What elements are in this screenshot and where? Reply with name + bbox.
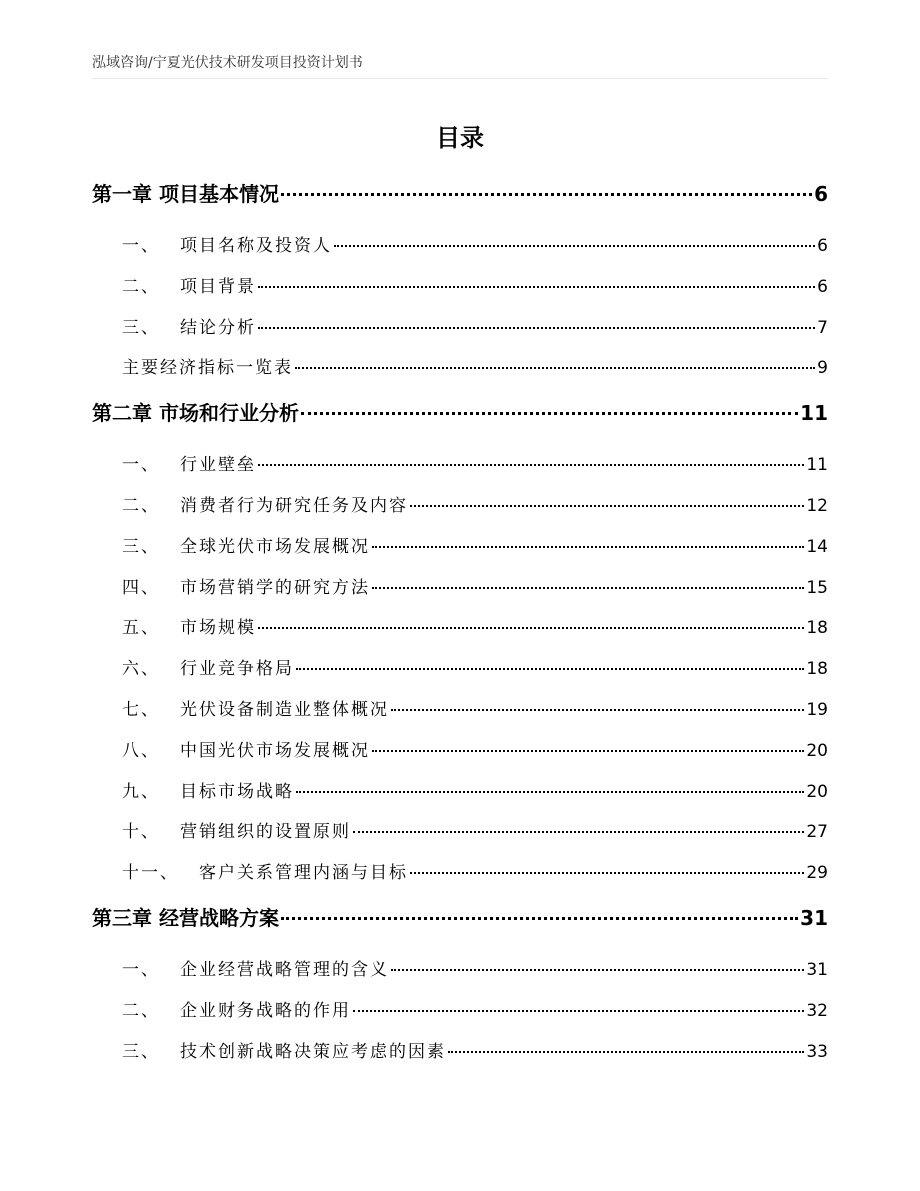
page-number: 20 — [806, 740, 828, 761]
chapter-label: 第三章 经营战略方案 — [92, 905, 279, 930]
toc-section-entry[interactable] — [92, 573, 828, 614]
page-number: 19 — [806, 699, 828, 720]
toc-chapter-entry[interactable] — [92, 178, 828, 218]
dot-leader — [372, 750, 804, 752]
section-title: 全球光伏市场发展概况 — [180, 536, 370, 557]
section-number: 七、 — [122, 699, 160, 720]
section-label — [92, 695, 389, 720]
toc-section-entry[interactable] — [92, 996, 828, 1037]
dot-leader — [372, 546, 804, 548]
dot-leader — [410, 872, 804, 874]
page-number: 11 — [806, 455, 828, 476]
section-number: 三、 — [122, 536, 160, 557]
section-title: 项目名称及投资人 — [180, 236, 332, 256]
section-number: 一、 — [122, 236, 160, 256]
toc-section-entry[interactable] — [92, 858, 828, 899]
header-rule — [92, 78, 828, 79]
toc-title: 目录 — [436, 124, 484, 152]
section-label — [92, 777, 294, 802]
section-label — [92, 996, 351, 1021]
section-number: 二、 — [122, 495, 160, 516]
toc-section-entry[interactable] — [92, 736, 828, 777]
section-label — [92, 532, 370, 557]
toc-section-entry[interactable] — [92, 777, 828, 818]
section-number: 六、 — [122, 659, 160, 680]
entry-title: 主要经济指标一览表 — [122, 358, 293, 379]
dot-leader — [281, 917, 798, 920]
section-label — [92, 817, 351, 842]
section-title: 目标市场战略 — [180, 781, 294, 802]
dot-leader — [410, 505, 804, 507]
section-number: 二、 — [122, 276, 160, 297]
toc-section-entry[interactable] — [92, 313, 828, 354]
toc-section-entry[interactable] — [92, 491, 828, 532]
section-label — [92, 573, 370, 598]
section-number: 一、 — [122, 455, 160, 476]
toc-section-entry[interactable] — [92, 532, 828, 573]
section-number: 三、 — [122, 317, 160, 338]
section-label — [92, 955, 389, 980]
dot-leader — [372, 587, 804, 589]
section-number: 二、 — [122, 1000, 160, 1021]
page-number: 32 — [806, 1000, 828, 1021]
section-title: 企业财务战略的作用 — [180, 1000, 351, 1021]
dot-leader — [296, 668, 804, 670]
section-title: 中国光伏市场发展概况 — [180, 740, 370, 761]
toc-section-entry[interactable] — [92, 450, 828, 491]
chapter-label: 第一章 项目基本情况 — [92, 182, 279, 206]
toc-chapter-entry[interactable] — [92, 397, 828, 437]
toc-section-entry[interactable] — [92, 613, 828, 654]
toc-section-entry[interactable] — [92, 817, 828, 858]
section-label — [92, 736, 370, 761]
section-number: 一、 — [122, 959, 160, 980]
page-number: 20 — [806, 781, 828, 802]
section-title: 企业经营战略管理的含义 — [180, 959, 389, 980]
page-number: 33 — [806, 1041, 828, 1062]
section-title: 营销组织的设置原则 — [180, 822, 351, 843]
page-number: 18 — [806, 618, 828, 639]
toc-plain-entry[interactable] — [92, 353, 828, 394]
section-title: 光伏设备制造业整体概况 — [180, 699, 389, 720]
section-label — [92, 272, 256, 297]
section-title: 行业壁垒 — [180, 455, 256, 476]
dot-leader — [296, 791, 804, 793]
dot-leader — [258, 464, 804, 466]
toc-section-entry[interactable] — [92, 272, 828, 313]
table-of-contents — [92, 175, 828, 1077]
section-label — [92, 450, 256, 475]
toc-section-entry[interactable] — [92, 654, 828, 695]
page-header: 泓域咨询/宁夏光伏技术研发项目投资计划书 — [92, 55, 363, 71]
dot-leader — [258, 327, 815, 329]
page-number: 11 — [800, 401, 828, 426]
section-number: 八、 — [122, 740, 160, 761]
page-number: 12 — [806, 495, 828, 516]
section-title: 结论分析 — [180, 317, 256, 338]
section-label — [92, 613, 256, 638]
dot-leader — [391, 969, 804, 971]
page-number: 14 — [806, 536, 828, 557]
section-title: 市场规模 — [180, 618, 256, 639]
dot-leader — [258, 627, 804, 629]
dot-leader — [448, 1051, 804, 1053]
page-number: 6 — [817, 236, 828, 256]
dot-leader — [353, 831, 804, 833]
page-number: 31 — [806, 959, 828, 980]
section-label — [92, 491, 408, 516]
page-number: 18 — [806, 659, 828, 680]
dot-leader — [301, 412, 798, 415]
page-number: 6 — [814, 182, 828, 206]
page-number: 31 — [800, 905, 828, 930]
section-label — [92, 231, 332, 256]
dot-leader — [353, 1010, 804, 1012]
section-title: 消费者行为研究任务及内容 — [180, 495, 408, 516]
toc-section-entry[interactable] — [92, 955, 828, 996]
toc-section-entry[interactable] — [92, 695, 828, 736]
section-title: 行业竞争格局 — [180, 659, 294, 680]
section-number: 九、 — [122, 781, 160, 802]
section-label — [92, 1037, 446, 1062]
dot-leader — [258, 286, 815, 288]
section-number: 五、 — [122, 618, 160, 639]
dot-leader — [281, 193, 812, 196]
toc-section-entry[interactable] — [92, 1037, 828, 1078]
section-label — [92, 654, 294, 679]
page-number: 29 — [806, 863, 828, 884]
section-title: 技术创新战略决策应考虑的因素 — [180, 1041, 446, 1062]
page-number: 7 — [817, 317, 828, 338]
section-number: 十一、 — [122, 863, 179, 884]
section-title: 市场营销学的研究方法 — [180, 577, 370, 598]
dot-leader — [391, 709, 804, 711]
section-number: 十、 — [122, 822, 160, 843]
page-number: 9 — [817, 358, 828, 379]
page-number: 27 — [806, 822, 828, 843]
section-title: 客户关系管理内涵与目标 — [199, 863, 408, 884]
section-number: 四、 — [122, 577, 160, 598]
toc-chapter-entry[interactable] — [92, 902, 828, 942]
dot-leader — [295, 367, 815, 369]
toc-section-entry[interactable] — [92, 231, 828, 272]
section-title: 项目背景 — [180, 276, 256, 297]
section-number: 三、 — [122, 1041, 160, 1062]
page-number: 6 — [817, 276, 828, 297]
section-label — [92, 313, 256, 338]
section-label — [92, 858, 408, 883]
dot-leader — [334, 245, 815, 247]
page-number: 15 — [806, 577, 828, 598]
chapter-label: 第二章 市场和行业分析 — [92, 401, 299, 426]
